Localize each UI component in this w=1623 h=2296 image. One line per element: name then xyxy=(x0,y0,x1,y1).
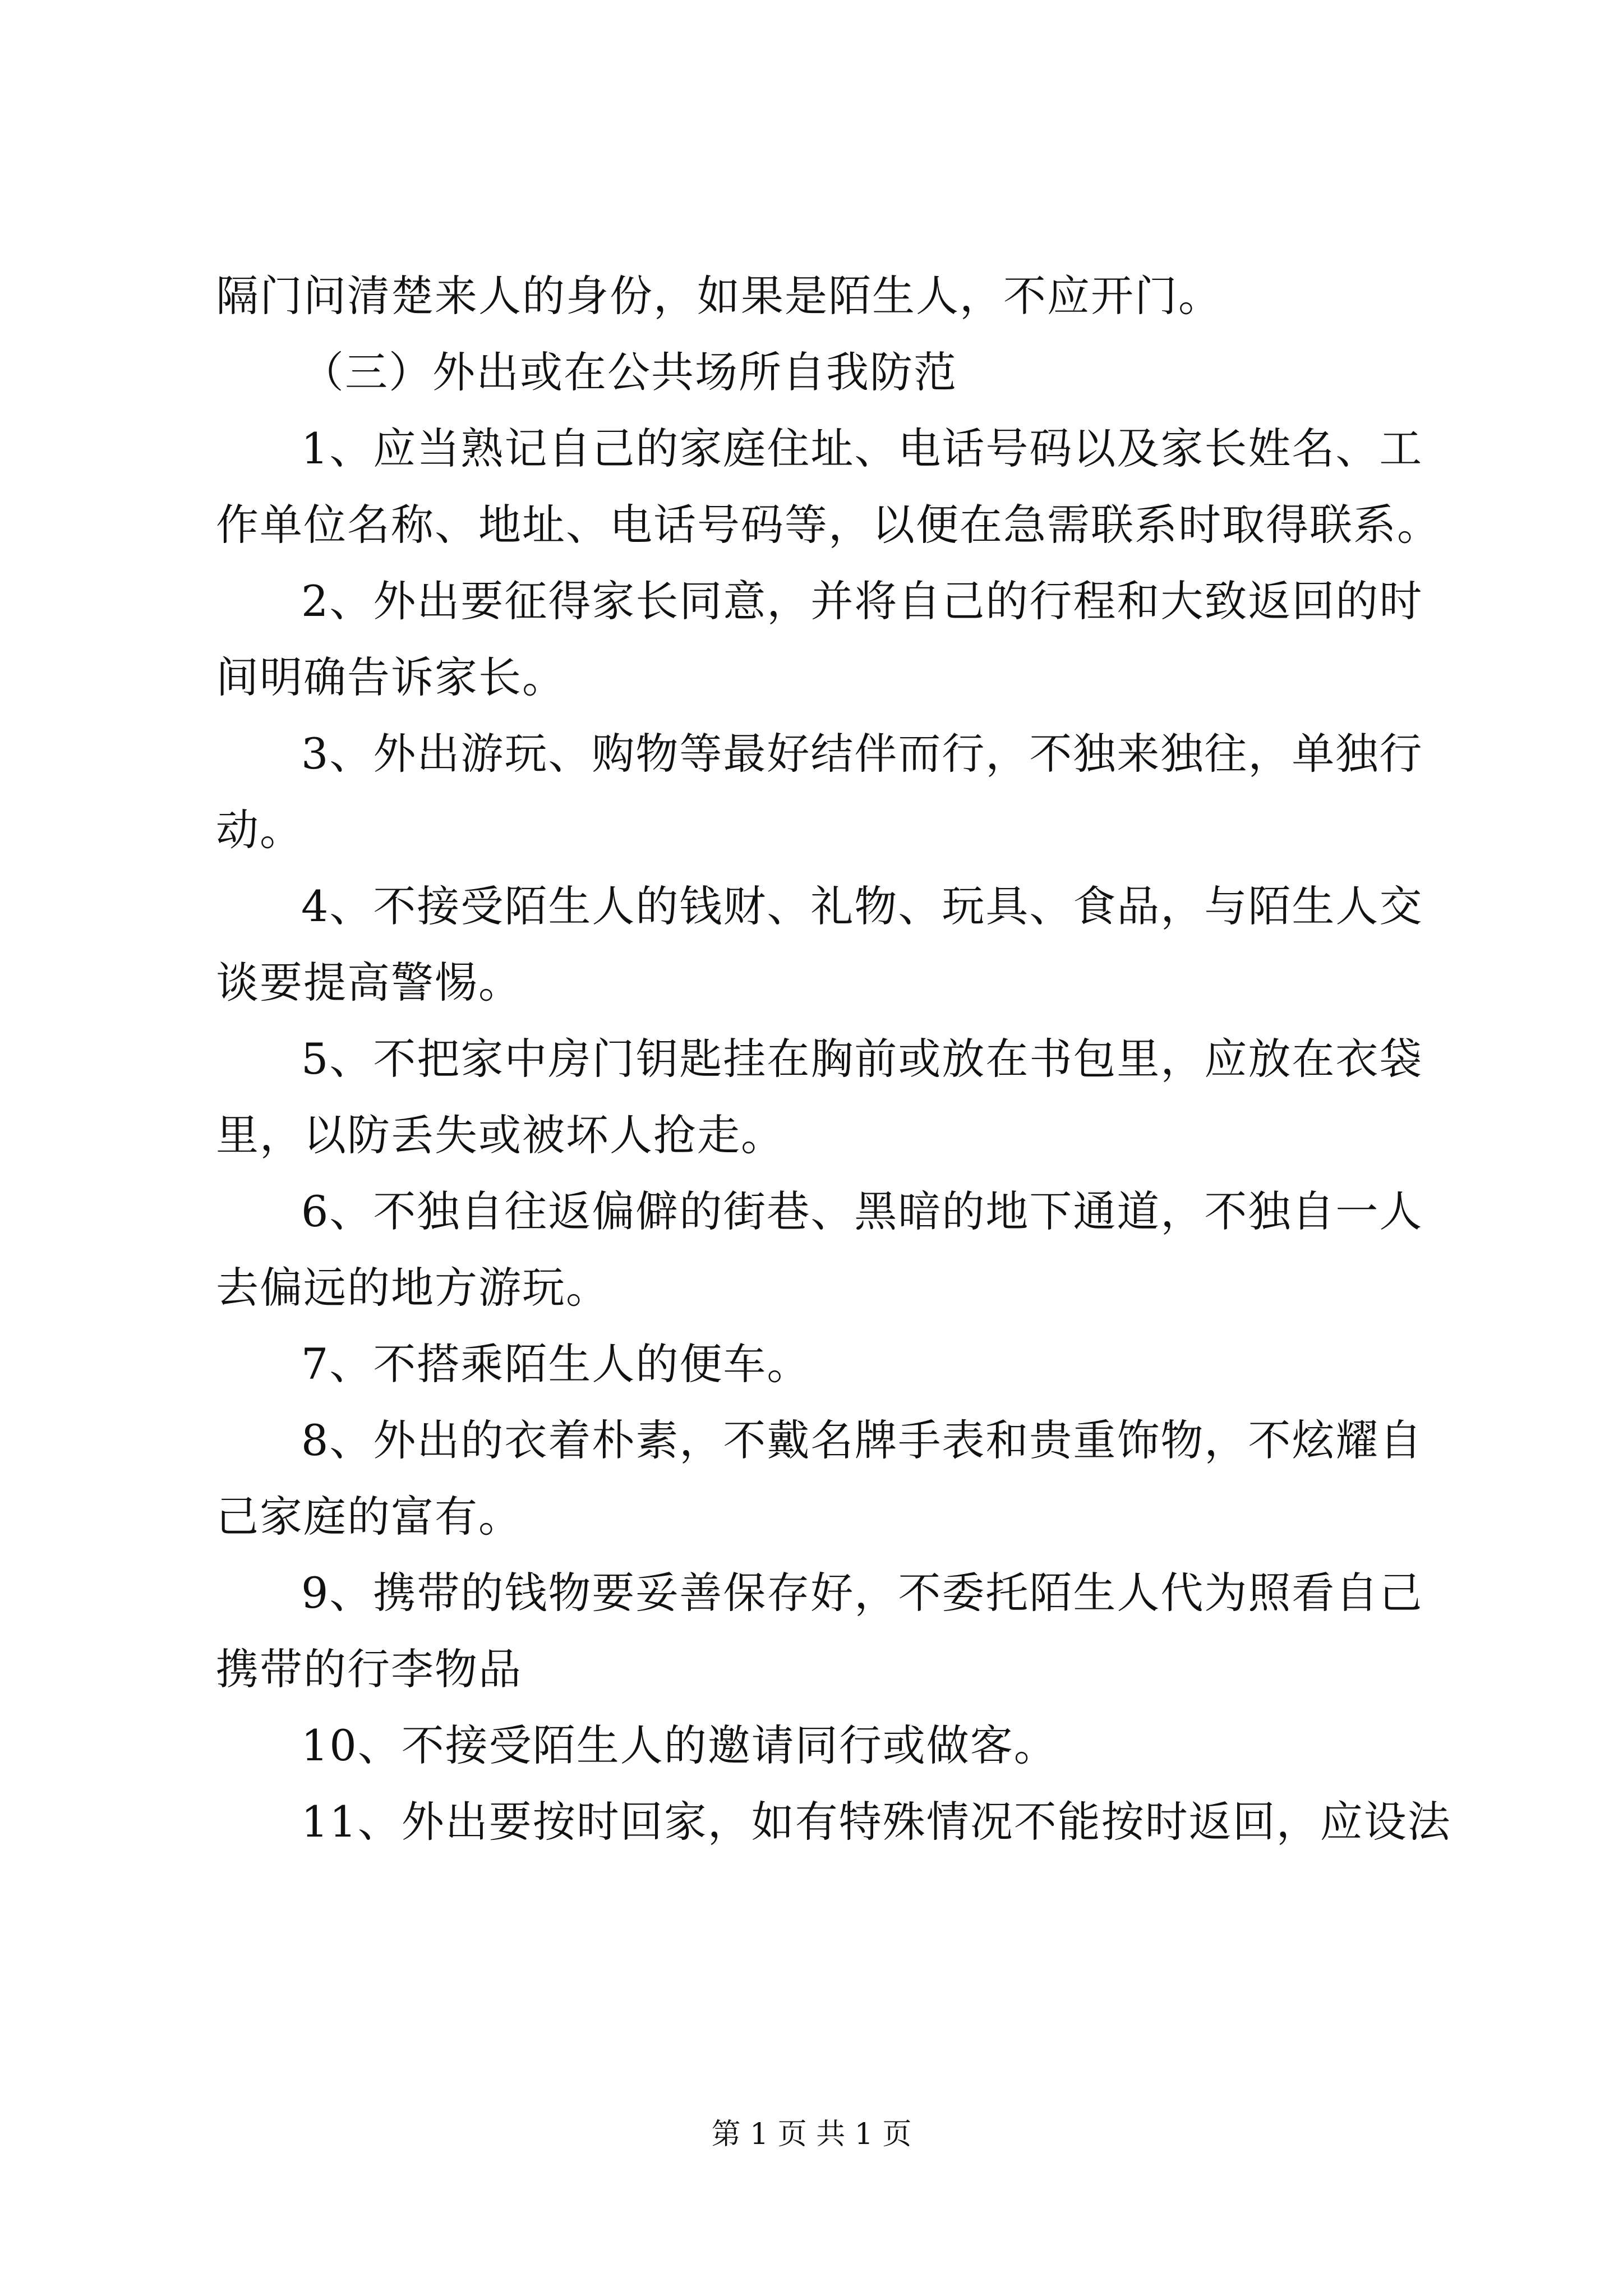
section-heading: （三）外出或在公共场所自我防范 xyxy=(301,347,957,397)
text-line: 6、不独自往返偏僻的街巷、黑暗的地下通道，不独自一人 xyxy=(301,1186,1423,1236)
text-line: 去偏远的地方游玩。 xyxy=(216,1263,610,1313)
text-line: 7、不搭乘陌生人的便车。 xyxy=(301,1339,811,1389)
text-line: 11、外出要按时回家，如有特殊情况不能按时返回，应设法 xyxy=(301,1797,1451,1847)
text-line: 动。 xyxy=(216,805,303,855)
page-footer: 第 1 页 共 1 页 xyxy=(711,2118,912,2151)
text-line: 1、应当熟记自己的家庭住址、电话号码以及家长姓名、工 xyxy=(301,424,1423,473)
text-line: 2、外出要征得家长同意，并将自己的行程和大致返回的时 xyxy=(301,576,1423,626)
text-line: 己家庭的富有。 xyxy=(216,1492,522,1542)
document-body xyxy=(216,258,1451,1860)
text-line: 作单位名称、地址、电话号码等，以便在急需联系时取得联系。 xyxy=(216,500,1441,550)
text-line: 10、不接受陌生人的邀请同行或做客。 xyxy=(301,1720,1058,1770)
text-line: 谈要提高警惕。 xyxy=(216,958,522,1007)
text-line: 里，以防丢失或被坏人抢走。 xyxy=(216,1110,785,1160)
text-line: 3、外出游玩、购物等最好结伴而行，不独来独往，单独行 xyxy=(301,729,1423,779)
text-line: 间明确告诉家长。 xyxy=(216,652,566,702)
text-line: 5、不把家中房门钥匙挂在胸前或放在书包里，应放在衣袋 xyxy=(301,1034,1423,1084)
text-line: 9、携带的钱物要妥善保存好，不委托陌生人代为照看自己 xyxy=(301,1568,1423,1618)
text-line: 携带的行李物品 xyxy=(216,1644,522,1694)
text-line: 8、外出的衣着朴素，不戴名牌手表和贵重饰物，不炫耀自 xyxy=(301,1415,1423,1465)
text-line: 隔门问清楚来人的身份，如果是陌生人，不应开门。 xyxy=(216,271,1222,321)
text-line: 4、不接受陌生人的钱财、礼物、玩具、食品，与陌生人交 xyxy=(301,881,1423,931)
